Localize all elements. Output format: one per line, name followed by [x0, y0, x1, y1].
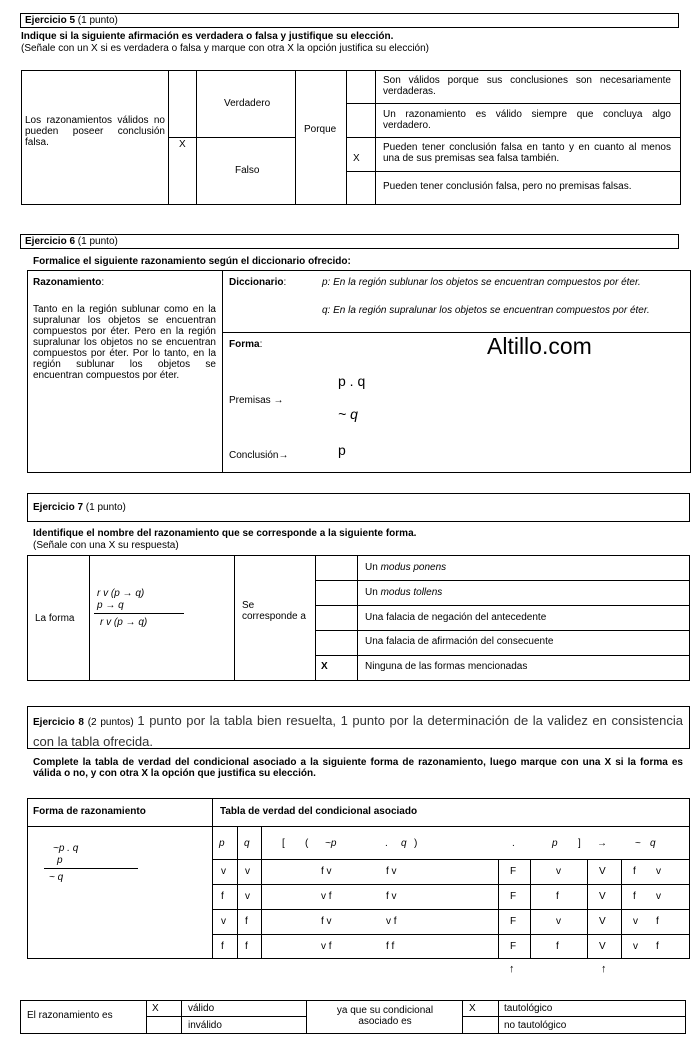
ej8-valido-label: válido [188, 1003, 215, 1014]
ej8-cell: f [221, 891, 224, 902]
ej5-porque-label: Porque [304, 124, 337, 135]
ej8-porque-text: ya que su condicional asociado es [336, 1005, 434, 1027]
ej8-hdr-p2: p [552, 838, 558, 849]
ej5-verdadero-label: Verdadero [224, 98, 271, 109]
ej8-col-tabla-header: Tabla de verdad del condicional asociado [220, 806, 418, 817]
ej8-cell: v [556, 866, 561, 877]
ej8-cell: v f [321, 891, 332, 902]
ej8-cell: v [245, 866, 250, 877]
ej8-hdr-and: . [385, 838, 388, 849]
ej8-arrow-up-2: ↑ [601, 963, 607, 975]
ej8-hdr-paren-open: ( [305, 838, 309, 849]
ej5-option3-mark[interactable]: X [353, 153, 360, 164]
ej8-hdr-and2: . [512, 838, 515, 849]
ej5-title: Ejercicio 5 [25, 15, 76, 26]
ej8-cell: f [656, 916, 659, 927]
ej7-option-2: Un modus tollens [365, 587, 443, 598]
ej8-col-forma-header: Forma de razonamiento [33, 806, 146, 817]
ej8-cell: V [599, 891, 606, 902]
ej8-cell: v [656, 866, 661, 877]
ej5-statement: Los razonamientos válidos no pueden poseer conclusión falsa. [25, 115, 165, 148]
ej8-cell: f [556, 891, 559, 902]
ej7-option-1: Un modus ponens [365, 562, 447, 573]
ej6-header [25, 236, 118, 247]
ej8-arrow-up-1: ↑ [509, 963, 515, 975]
ej8-cell: f [245, 916, 248, 927]
ej8-hdr-not-p: ~p [325, 838, 337, 849]
ej8-cell: V [599, 916, 606, 927]
ej6-conclusion: p [338, 442, 346, 458]
ej7-option-5: Ninguna de las formas mencionadas [365, 661, 528, 672]
ej8-cell: v [633, 916, 638, 927]
ej8-hdr-paren-close: ) [414, 838, 418, 849]
ej8-cell: f v [321, 916, 332, 927]
ej8-cell: f [633, 891, 636, 902]
ej5-option-3: Pueden tener conclusión falsa en tanto y en cuanto al menos una de sus premisas sea falsa también. [383, 142, 671, 164]
ej8-description: 1 punto por la tabla bien resuelta, 1 punto por la determinación de la validez en consistencia con la tabla ofrecida. [33, 713, 683, 749]
ej5-option-4: Pueden tener conclusión falsa, pero no premisas falsas. [383, 181, 632, 192]
ej7-instruction-note: (Señale con una X su respuesta) [33, 540, 179, 551]
ej7-form-line-3: r v (p → q) [100, 617, 148, 628]
ej8-cell: f v [321, 866, 332, 877]
ej8-cell: V [599, 866, 606, 877]
ej8-cell: f v [386, 891, 397, 902]
ej8-tautologico-mark[interactable]: X [469, 1003, 476, 1014]
ej6-premise-1: p . q [338, 373, 366, 389]
ej7-header-box [27, 493, 690, 522]
ej8-hdr-not: ~ [635, 838, 641, 849]
ej8-tautologico-label: tautológico [504, 1003, 553, 1014]
ej6-dict-p: p: En la región sublunar los objetos se encuentran compuestos por éter. [322, 277, 641, 288]
ej8-cell: f [656, 941, 659, 952]
ej6-razonamiento-heading: Razonamiento: [33, 277, 105, 288]
ej8-cell: v [221, 866, 226, 877]
ej8-cell: f [556, 941, 559, 952]
altillo-watermark: Altillo.com [487, 333, 592, 359]
ej8-hdr-bracket-close: ] [578, 838, 581, 849]
ej7-form-line-1: r v (p → q) [97, 588, 145, 599]
ej8-form-divider [44, 868, 138, 869]
ej6-razonamiento-text: Tanto en la región sublunar como en la supralunar los objetos se encuentran compuestos por éter. Pero en la región supralunar los objetos no se encuentran compuestos por éter. Por lo tanto, en la región sublunar los objetos se encuentran compuestos por éter. [33, 304, 216, 381]
ej7-option-3: Una falacia de negación del antecedente [365, 612, 547, 623]
ej8-cell: f f [386, 941, 395, 952]
ej8-points: (2 puntos) [83, 717, 138, 728]
ej8-valido-mark[interactable]: X [152, 1003, 159, 1014]
ej6-header-box [20, 234, 679, 249]
ej8-hdr-q: q [244, 838, 250, 849]
ej8-cell: F [510, 941, 517, 952]
ej7-se-corresponde: Se corresponde a [242, 600, 306, 622]
ej8-cell: f v [386, 866, 397, 877]
ej8-header [33, 711, 683, 751]
ej7-form-line-2: p → q [97, 600, 124, 611]
ej8-cell: v f [321, 941, 332, 952]
ej5-instruction-note: (Señale con un X si es verdadera o falsa y marque con otra X la opción justifica su elección) [21, 43, 429, 54]
ej8-instruction: Complete la tabla de verdad del condicional asociado a la siguiente forma de razonamiento, luego marque con una X si la forma es válida o no, y con otra X la opción que justifica su elección. [33, 757, 683, 779]
ej5-header [25, 15, 118, 26]
ej8-no-tautologico-label: no tautológico [504, 1020, 567, 1031]
ej6-title: Ejercicio 6 [25, 236, 76, 247]
ej7-header [33, 502, 126, 513]
ej8-cell: F [510, 891, 517, 902]
ej8-cell: v [633, 941, 638, 952]
ej8-cell: V [599, 941, 606, 952]
ej8-cell: f [221, 941, 224, 952]
ej7-la-forma-label: La forma [35, 613, 75, 624]
ej7-points: (1 punto) [83, 502, 126, 513]
ej7-form-divider [94, 613, 184, 614]
ej8-result-label: El razonamiento es [27, 1010, 113, 1021]
ej8-cell: v [556, 916, 561, 927]
ej5-option-1: Son válidos porque sus conclusiones son necesariamente verdaderas. [383, 75, 671, 97]
ej7-option-5-mark[interactable]: X [321, 661, 328, 672]
ej8-form-line-3: ~ q [49, 872, 64, 883]
ej8-form-line-2: p [57, 855, 63, 866]
ej8-cell: v [221, 916, 226, 927]
ej5-option-2: Un razonamiento es válido siempre que concluya algo verdadero. [383, 109, 671, 131]
ej6-dict-q: q: En la región supralunar los objetos se encuentran compuestos por éter. [322, 305, 650, 316]
ej5-header-box [20, 13, 679, 28]
ej6-diccionario-heading: Diccionario: [229, 277, 287, 288]
ej6-forma-heading: Forma: [229, 339, 263, 350]
ej8-cell: F [510, 866, 517, 877]
ej8-cell: v [656, 891, 661, 902]
ej5-points: (1 punto) [75, 15, 118, 26]
ej6-conclusion-label: Conclusión→ [229, 450, 289, 461]
ej7-instruction: Identifique el nombre del razonamiento que se corresponde a la siguiente forma. [33, 528, 417, 539]
ej8-title: Ejercicio 8 [33, 717, 84, 728]
ej8-invalido-label: inválido [188, 1020, 222, 1031]
ej8-hdr-p: p [219, 838, 225, 849]
ej6-points: (1 punto) [75, 236, 118, 247]
ej6-premisas-label: Premisas → [229, 395, 284, 406]
ej6-instruction: Formalice el siguiente razonamiento según el diccionario ofrecido: [33, 256, 351, 267]
ej5-falso-mark[interactable]: X [179, 139, 186, 150]
ej8-cell: f [245, 941, 248, 952]
ej7-option-4: Una falacia de afirmación del consecuente [365, 636, 554, 647]
ej8-form-line-1: ~p . q [53, 843, 79, 854]
ej8-cell: f [633, 866, 636, 877]
ej5-instruction: Indique si la siguiente afirmación es verdadera o falsa y justifique su elección. [21, 31, 394, 42]
ej6-premise-2: ~ q [338, 406, 358, 422]
ej8-hdr-q2: q [401, 838, 407, 849]
ej8-cell: v [245, 891, 250, 902]
ej8-hdr-bracket-open: [ [282, 838, 285, 849]
ej8-cell: F [510, 916, 517, 927]
ej5-falso-label: Falso [235, 165, 260, 176]
ej8-hdr-q3: q [650, 838, 656, 849]
ej8-hdr-cond: → [597, 838, 607, 849]
ej7-title: Ejercicio 7 [33, 502, 84, 513]
ej8-cell: v f [386, 916, 397, 927]
